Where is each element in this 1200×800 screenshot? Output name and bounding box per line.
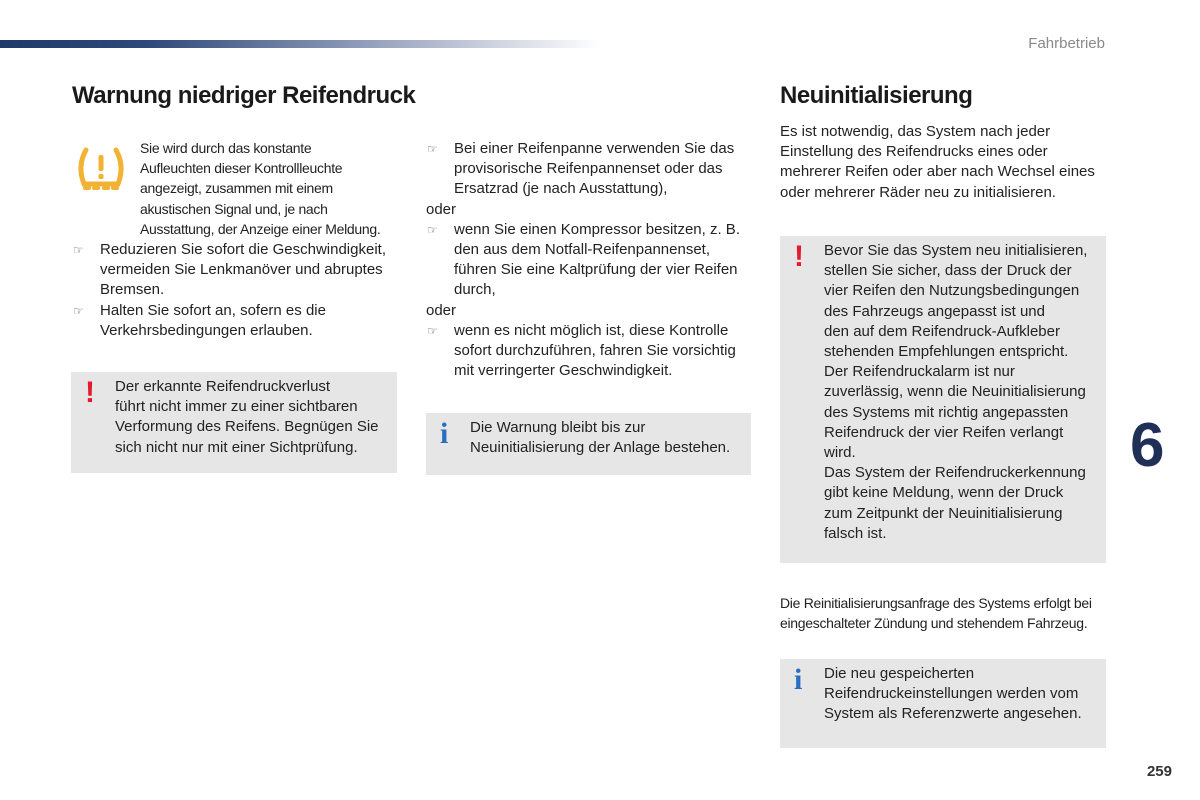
header-color-bar bbox=[0, 40, 600, 48]
note-line: eingeschalteter Zündung und stehendem Fahrzeug. bbox=[780, 615, 1088, 632]
warning-line: Verformung des Reifens. Begnügen Sie bbox=[115, 418, 379, 436]
bullet-line: durch, bbox=[454, 281, 496, 299]
bullet-item bbox=[72, 240, 412, 301]
bullet-line: wenn es nicht möglich ist, diese Kontrolle bbox=[454, 321, 729, 339]
info-line: Die neu gespeicherten bbox=[824, 665, 975, 682]
left-bullets bbox=[72, 240, 412, 341]
info-text bbox=[824, 664, 1082, 725]
page-number: 259 bbox=[1146, 763, 1172, 780]
info-line: Neuinitialisierung der Anlage bestehen. bbox=[470, 439, 731, 457]
warning-line: gibt keine Meldung, wenn der Druck bbox=[824, 484, 1064, 502]
bullet-line: führen Sie eine Kaltprüfung der vier Reifen bbox=[454, 261, 738, 279]
bullet-line: Bremsen. bbox=[100, 281, 165, 299]
bullet-line: Reduzieren Sie sofort die Geschwindigkeit, bbox=[100, 241, 386, 258]
warning-line: Der Reifendruckalarm ist nur bbox=[824, 363, 1015, 381]
warning-text bbox=[115, 377, 379, 458]
bullet-line: vermeiden Sie Lenkmanöver und abruptes bbox=[100, 261, 383, 279]
warning-line: des Fahrzeugs angepasst ist und bbox=[824, 302, 1045, 320]
bullet-line: Bei einer Reifenpanne verwenden Sie das bbox=[454, 140, 735, 157]
pointing-hand-icon: ☞ bbox=[73, 243, 84, 257]
chapter-number: 6 bbox=[1130, 411, 1165, 480]
left-title: Warnung niedriger Reifendruck bbox=[72, 82, 416, 109]
bullet-line: Halten Sie sofort an, sofern es die bbox=[100, 301, 326, 319]
info-icon: i bbox=[440, 417, 449, 450]
pointing-hand-icon: ☞ bbox=[427, 142, 438, 156]
warning-line: Bevor Sie das System neu initialisieren, bbox=[824, 242, 1088, 259]
warning-line: vier Reifen den Nutzungsbedingungen bbox=[824, 282, 1080, 300]
right-info-box bbox=[780, 659, 1106, 748]
warning-line: wird. bbox=[824, 444, 856, 462]
icon-desc-line: akustischen Signal und, je nach bbox=[140, 200, 328, 217]
icon-description bbox=[140, 138, 410, 239]
tire-pressure-warning-icon bbox=[74, 144, 128, 192]
icon-desc-line: Aufleuchten dieser Kontrollleuchte bbox=[140, 160, 343, 177]
icon-desc-line: Ausstattung, der Anzeige einer Meldung. bbox=[140, 220, 381, 237]
bullet-item bbox=[426, 321, 756, 382]
bullet-line: mit verringerter Geschwindigkeit. bbox=[454, 362, 673, 380]
middle-info-box bbox=[426, 413, 751, 475]
or-separator: oder bbox=[426, 301, 457, 319]
bullet-line: Ersatzrad (je nach Ausstattung), bbox=[454, 180, 668, 198]
bullet-item bbox=[426, 220, 756, 301]
info-line: Die Warnung bleibt bis zur bbox=[470, 419, 646, 436]
bullet-line: Verkehrsbedingungen erlauben. bbox=[100, 321, 313, 339]
or-separator: oder bbox=[426, 200, 457, 218]
info-text bbox=[470, 418, 730, 458]
warning-line: falsch ist. bbox=[824, 524, 887, 542]
note-line: Die Reinitialisierungsanfrage des Systems erfolgt bei bbox=[780, 595, 1092, 611]
bullet-item bbox=[426, 139, 756, 200]
icon-desc-line: angezeigt, zusammen mit einem bbox=[140, 180, 333, 197]
warning-line: stehenden Empfehlungen entspricht. bbox=[824, 343, 1069, 361]
intro-line: mehrerer Reifen oder aber nach Wechsel eines bbox=[780, 163, 1095, 181]
intro-line: Einstellung des Reifendrucks eines oder bbox=[780, 143, 1048, 161]
warning-line: des Systems mit richtig angepassten bbox=[824, 403, 1069, 421]
warning-line: stellen Sie sicher, dass der Druck der bbox=[824, 262, 1072, 280]
pointing-hand-icon: ☞ bbox=[73, 303, 84, 318]
right-note bbox=[780, 593, 1120, 633]
info-line: System als Referenzwerte angesehen. bbox=[824, 705, 1082, 723]
warning-line: Das System der Reifendruckerkennung bbox=[824, 464, 1086, 482]
left-warning-box bbox=[71, 372, 397, 473]
warning-line: den auf dem Reifendruck-Aufkleber bbox=[824, 322, 1060, 340]
pointing-hand-icon: ☞ bbox=[427, 323, 438, 338]
intro-line: oder mehrerer Räder neu zu initialisieren. bbox=[780, 183, 1056, 201]
warning-line: sich nicht nur mit einer Sichtprüfung. bbox=[115, 438, 358, 456]
info-icon: i bbox=[794, 663, 803, 696]
right-title: Neuinitialisierung bbox=[780, 82, 973, 109]
warning-line: zuverlässig, wenn die Neuinitialisierung bbox=[824, 383, 1086, 401]
icon-desc-line: Sie wird durch das konstante bbox=[140, 140, 312, 156]
warning-line: Reifendruck der vier Reifen verlangt bbox=[824, 423, 1064, 441]
bullet-line: wenn Sie einen Kompressor besitzen, z. B. bbox=[454, 220, 740, 238]
info-line: Reifendruckeinstellungen werden vom bbox=[824, 685, 1079, 703]
bullet-line: provisorische Reifenpannenset oder das bbox=[454, 160, 723, 178]
warning-text bbox=[824, 241, 1087, 544]
warning-line: Der erkannte Reifendruckverlust bbox=[115, 378, 331, 395]
warning-line: zum Zeitpunkt der Neuinitialisierung bbox=[824, 504, 1063, 522]
intro-line: Es ist notwendig, das System nach jeder bbox=[780, 123, 1051, 140]
middle-list bbox=[426, 139, 756, 381]
warning-icon: ! bbox=[794, 240, 804, 273]
bullet-item bbox=[72, 301, 412, 341]
bullet-line: sofort durchzuführen, fahren Sie vorsichtig bbox=[454, 342, 736, 360]
bullet-line: den aus dem Notfall-Reifenpannenset, bbox=[454, 241, 710, 259]
section-label: Fahrbetrieb bbox=[1028, 35, 1105, 52]
right-warning-box bbox=[780, 236, 1106, 563]
warning-icon: ! bbox=[85, 376, 95, 409]
right-intro bbox=[780, 122, 1120, 203]
warning-line: führt nicht immer zu einer sichtbaren bbox=[115, 398, 358, 416]
pointing-hand-icon: ☞ bbox=[427, 222, 438, 237]
